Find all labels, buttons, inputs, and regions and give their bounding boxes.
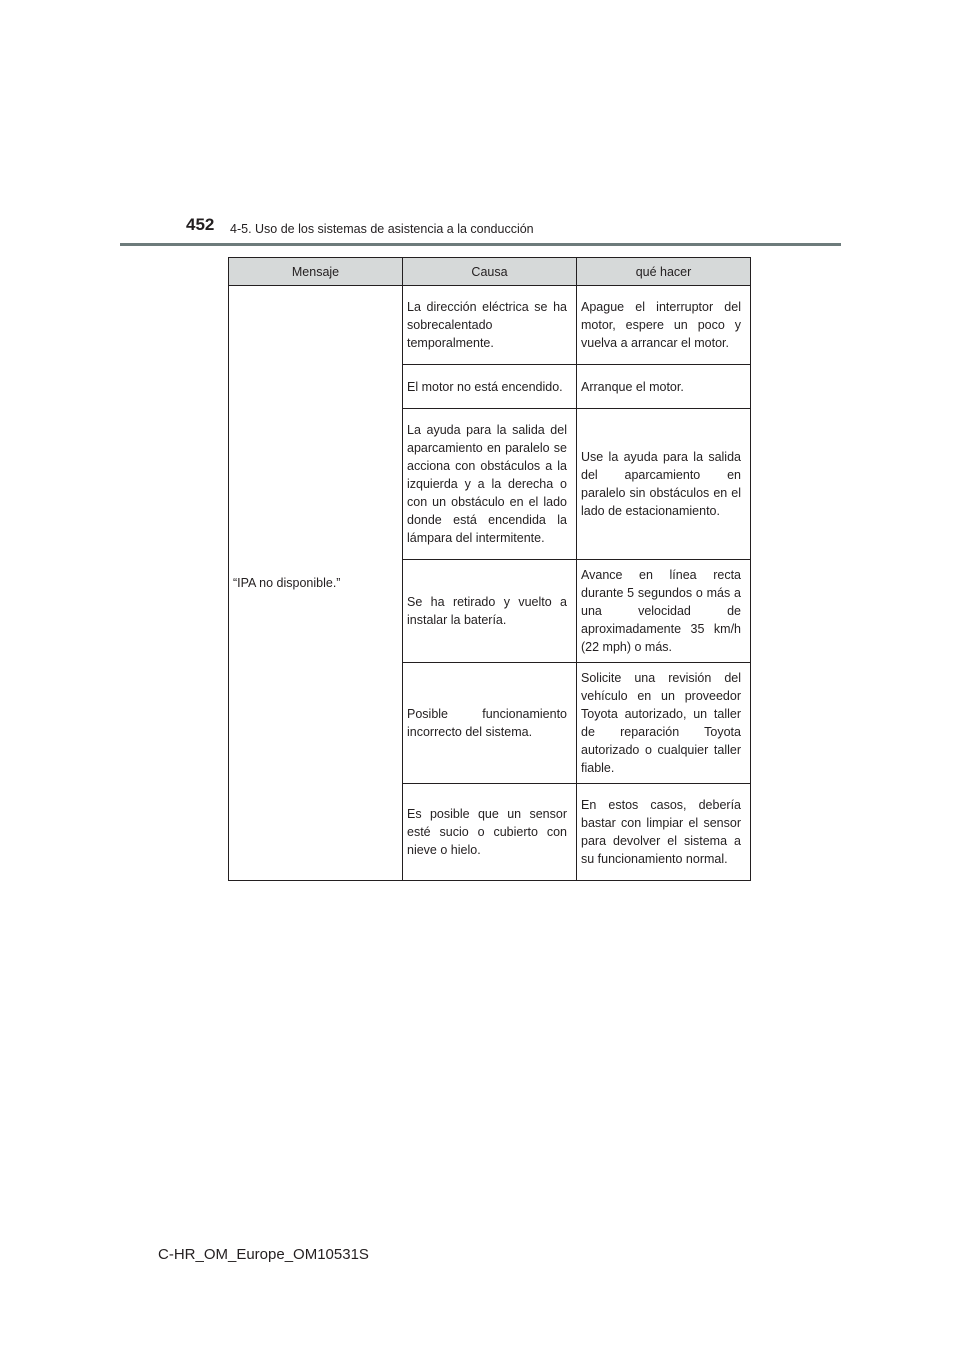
action-cell: Use la ayuda para la salida del aparcamiento en paralelo sin obstáculos en el lado de estacionamiento. — [577, 409, 751, 560]
cause-cell: Es posible que un sensor esté sucio o cubierto con nieve o hielo. — [403, 784, 577, 881]
page-number: 452 — [186, 215, 215, 234]
cause-cell: La dirección eléctrica se ha sobrecalentado temporalmente. — [403, 286, 577, 365]
table-row — [229, 286, 751, 365]
section-title: 4-5. Uso de los sistemas de asistencia a la conducción — [230, 222, 534, 236]
message-table — [228, 257, 751, 881]
header-rule — [120, 243, 841, 246]
message-cell: “IPA no disponible.” — [229, 286, 403, 881]
column-header-causa: Causa — [403, 258, 577, 286]
action-cell: En estos casos, debería bastar con limpiar el sensor para devolver el sistema a su funcionamiento normal. — [577, 784, 751, 881]
document-code: C-HR_OM_Europe_OM10531S — [158, 1246, 369, 1263]
table-header-row — [229, 258, 751, 286]
action-cell: Avance en línea recta durante 5 segundos o más a una velocidad de aproximadamente 35 km/h (22 mph) o más. — [577, 560, 751, 663]
cause-cell: La ayuda para la salida del aparcamiento en paralelo se acciona con obstáculos a la izquierda y a la derecha o con un obstáculo en el lado donde está encendida la lámpara del intermitente. — [403, 409, 577, 560]
cause-cell: Posible funcionamiento incorrecto del sistema. — [403, 663, 577, 784]
action-cell: Apague el interruptor del motor, espere un poco y vuelva a arrancar el motor. — [577, 286, 751, 365]
cause-cell: Se ha retirado y vuelto a instalar la batería. — [403, 560, 577, 663]
action-cell: Solicite una revisión del vehículo en un proveedor Toyota autorizado, un taller de reparación Toyota autorizado o cualquier taller fiable. — [577, 663, 751, 784]
action-cell: Arranque el motor. — [577, 365, 751, 409]
column-header-que-hacer: qué hacer — [577, 258, 751, 286]
cause-cell: El motor no está encendido. — [403, 365, 577, 409]
column-header-mensaje: Mensaje — [229, 258, 403, 286]
